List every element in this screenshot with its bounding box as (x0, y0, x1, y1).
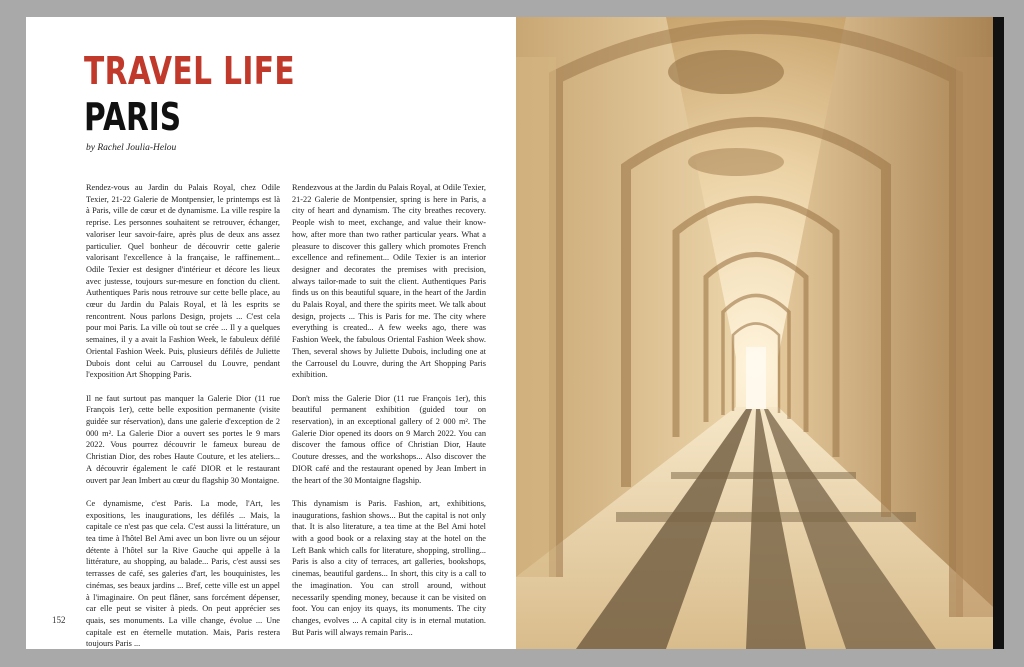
right-page-photo (516, 17, 1004, 649)
column-english (292, 182, 486, 650)
title-travel-life: TRAVEL LIFE (84, 49, 296, 93)
pillar-left (516, 57, 556, 577)
corridor-end-light (746, 347, 766, 409)
paragraph-en-2: Don't miss the Galerie Dior (11 rue François 1er), this beautiful permanent exhibition (guided tour on reservation), in an exceptional gallery of 2 000 m². The Galerie Dior opened its doors on 9 March 2022. You can discover the famous office of Christian Dior, Haute Couture dresses, and the workshops... Also discover the DIOR café and the restaurant opened by Jean Imbert in the heart of the 30 Montaigne flagship. (292, 393, 486, 485)
paragraph-en-1: Rendezvous at the Jardin du Palais Royal, at Odile Texier, 21-22 Galerie de Montpensier, spring is here in Paris, a city of heart and dynamism. The city breathes recovery. People wish to meet, exchange, and value their know-how, after more than two rather particular years. What a pleasure to discover this gallery which promotes French excellence and refinement... Odile Texier is an interior designer and decorates the premises with precision, always tailor-made to suit the client. Authentiques Paris finds us on this beautiful square, in the heart of the Jardin du Palais Royal, and there the spirits meet. We talk about design, projects ... This is Paris for me. The city where everything is created... A few weeks ago, there was Fashion Week, the fabulous Oriental Fashion Week show. Then, several shows by Juliette Dubois, including one at the Carrousel du Louvre, during the Art Shopping Paris exhibition. (292, 183, 486, 380)
pillar-right (956, 57, 993, 617)
floor-band (671, 472, 856, 479)
paragraph-en-3: This dynamism is Paris. Fashion, art, exhibitions, inaugurations, fashion shows... But the capital is not only that. It is also literature, a tea time at the Bel Ami hotel with a good book or a relaxing stay at the hotel on the Left Bank which calls for literature, shopping, strolling... Paris is also a city of terraces, art galleries, bookshops, cinemas, beautiful gardens... In short, this city is a call to the imagination. You can stroll around, without necessarily spending money, because it can be visited on foot. You can enjoy its quays, its monuments. The city changes, evolves ... A capital city is in eternal mutation. But Paris will always remain Paris... (292, 498, 486, 637)
magazine-spread (26, 17, 1004, 649)
ceiling-ornament (688, 148, 784, 176)
ceiling-medallion (668, 50, 784, 94)
paragraph-fr-2: Il ne faut surtout pas manquer la Galerie Dior (11 rue François 1er), cette belle exposition permanente (visite guidée sur réservation), dans une galerie d'exception de 2 000 m². La Galerie Dior a ouvert ses portes le 9 mars 2022. Vous pourrez découvrir le fameux bureau de Christian Dior, des robes Haute Couture, et les ateliers... A découvrir également le café DIOR et le restaurant ouvert par Jean Imbert au cœur du flagship 30 Montaigne. (86, 393, 280, 485)
left-page (26, 17, 516, 649)
page-number: 152 (52, 615, 66, 625)
arcade-corridor-photo (516, 17, 993, 649)
floor-band (616, 512, 916, 522)
paragraph-fr-1: Rendez-vous au Jardin du Palais Royal, chez Odile Texier, 21-22 Galerie de Montpensier, le printemps est là à Paris, ville de cœur et de dynamisme. La ville respire la reprise. Les personnes souhaitent se retrouver, échanger, valoriser leur savoir-faire, après plus de deux ans assez particulier. Quel bonheur de découvrir cette galerie valorisant l'excellence à la française, le raffinement... Odile Texier est designer d'intérieur et décore les lieux avec justesse, toujours sur-mesure en fonction du client. Authentiques Paris nous retrouve sur cette belle place, au cœur du Jardin du Palais Royal, et là les esprits se rencontrent. Nous parlons Design, projets ... C'est cela pour moi Paris. La ville où tout se crée ... Il y a quelques semaines, il y a avait la Fashion Week, le fabuleux défilé Oriental Fashion Week. Puis, plusieurs défilés de Juliette Dubois dont celui au Carrousel du Louvre, pendant l'exposition Art Shopping Paris. (86, 183, 280, 380)
column-french (86, 182, 280, 662)
paragraph-fr-3: Ce dynamisme, c'est Paris. La mode, l'Art, les expositions, les inaugurations, les défilés ... Mais, la capitale ce n'est pas que cela. C'est aussi la littérature, un tea time à l'hôtel Bel Ami avec un bon livre ou un séjour détente à l'hôtel sur la Rive Gauche qui appelle à la littérature, au shopping, au balade... Paris, c'est aussi ses terrasses de café, ses galeries d'art, les bouquinistes, les cinémas, ses beaux jardins ... Bref, cette ville est un appel à l'imaginaire. On peut flâner, sans forcément dépenser, car elle peut se visiter à pieds. On peut apprécier ses quais, ses monuments. La ville change, évolue ... Une capitale est en éternelle mutation. Mais, Paris restera toujours Paris ... (86, 498, 280, 649)
title-paris: PARIS (84, 95, 182, 139)
byline: by Rachel Joulia-Helou (86, 143, 177, 153)
